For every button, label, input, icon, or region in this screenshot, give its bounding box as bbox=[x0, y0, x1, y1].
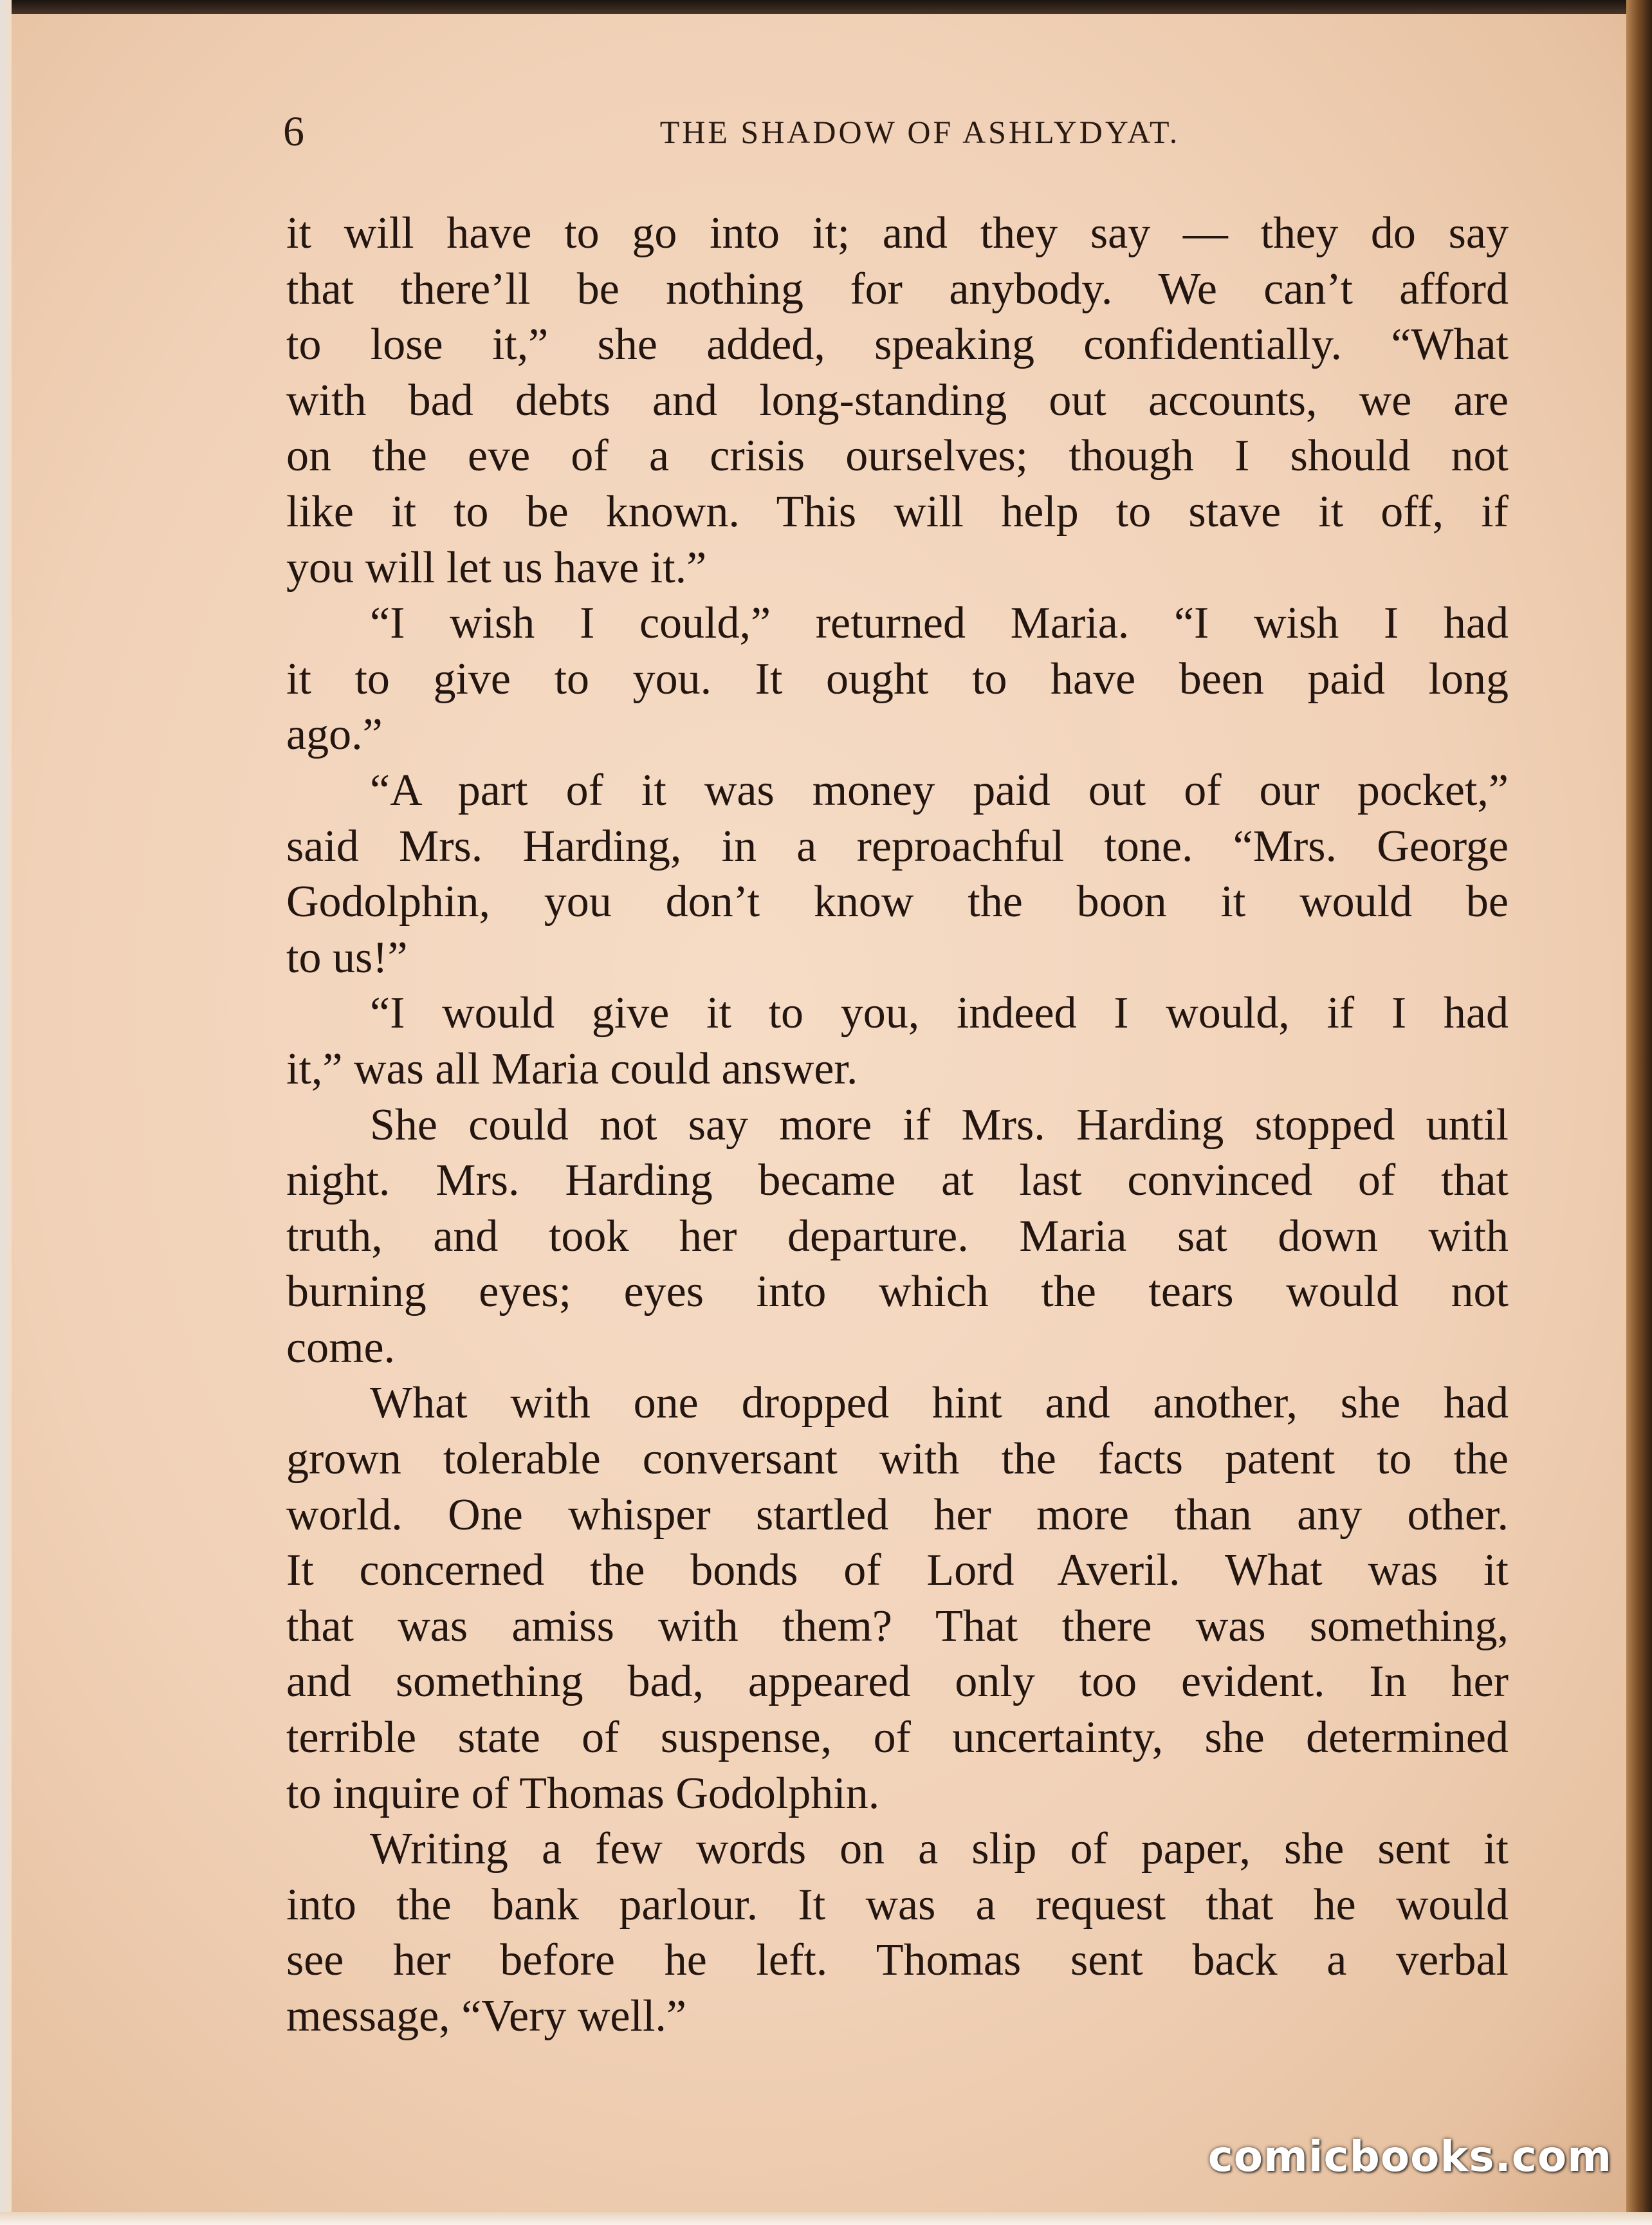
text-line: “I wish I could,” returned Maria. “I wish I had bbox=[370, 598, 1509, 649]
text-line: to inquire of Thomas Godolphin. bbox=[286, 1768, 880, 1818]
text-line: you will let us have it.” bbox=[286, 542, 707, 593]
page-left-edge bbox=[0, 0, 12, 2225]
text-line: grown tolerable conversant with the facts patent to the bbox=[286, 1434, 1509, 1484]
text-line: She could not say more if Mrs. Harding stopped until bbox=[370, 1100, 1509, 1150]
page-binding-edge bbox=[1626, 0, 1652, 2225]
text-line: burning eyes; eyes into which the tears would not bbox=[286, 1267, 1509, 1317]
text-line: Godolphin, you don’t know the boon it would be bbox=[286, 877, 1509, 927]
text-line: it,” was all Maria could answer. bbox=[286, 1044, 858, 1094]
text-line: to lose it,” she added, speaking confidentially. “What bbox=[286, 320, 1509, 370]
text-line: and something bad, appeared only too evident. In her bbox=[286, 1657, 1509, 1707]
text-line: into the bank parlour. It was a request that he would bbox=[286, 1879, 1509, 1930]
text-line: see her before he left. Thomas sent back a verbal bbox=[286, 1935, 1509, 1986]
text-line: that was amiss with them? That there was something, bbox=[286, 1601, 1509, 1651]
text-line: to us!” bbox=[286, 932, 408, 983]
body-text bbox=[286, 206, 1509, 2045]
text-line: it will have to go into it; and they say — they do say bbox=[286, 208, 1509, 258]
page-header bbox=[283, 103, 1518, 161]
page-number: 6 bbox=[283, 108, 304, 155]
page-bottom-edge bbox=[0, 2212, 1652, 2225]
text-line: night. Mrs. Harding became at last convinced of that bbox=[286, 1156, 1509, 1206]
text-line: terrible state of suspense, of uncertainty, she determined bbox=[286, 1713, 1509, 1763]
running-head: THE SHADOW OF ASHLYDYAT. bbox=[659, 114, 1180, 150]
text-line: message, “Very well.” bbox=[286, 1991, 686, 2041]
text-line: on the eve of a crisis ourselves; though I should not bbox=[286, 431, 1509, 481]
text-line: world. One whisper startled her more than any other. bbox=[286, 1490, 1509, 1540]
text-line: It concerned the bonds of Lord Averil. What was it bbox=[286, 1546, 1509, 1596]
text-line: like it to be known. This will help to stave it off, if bbox=[286, 486, 1509, 537]
page-top-edge bbox=[0, 0, 1652, 14]
text-line: “A part of it was money paid out of our pocket,” bbox=[370, 765, 1509, 815]
text-line: Writing a few words on a slip of paper, she sent it bbox=[370, 1824, 1509, 1874]
text-line: it to give to you. It ought to have been paid long bbox=[286, 654, 1509, 704]
text-line: come. bbox=[286, 1322, 396, 1372]
text-line: with bad debts and long-standing out accounts, we are bbox=[286, 375, 1509, 425]
text-line: truth, and took her departure. Maria sat down with bbox=[286, 1211, 1509, 1261]
text-line: that there’ll be nothing for anybody. We can’t afford bbox=[286, 264, 1509, 314]
watermark: comicbooks.com bbox=[1207, 2132, 1612, 2181]
text-line: “I would give it to you, indeed I would, if I had bbox=[370, 988, 1509, 1039]
text-line: said Mrs. Harding, in a reproachful tone. “Mrs. George bbox=[286, 821, 1509, 871]
text-line: What with one dropped hint and another, she had bbox=[370, 1378, 1509, 1428]
text-line: ago.” bbox=[286, 710, 383, 760]
